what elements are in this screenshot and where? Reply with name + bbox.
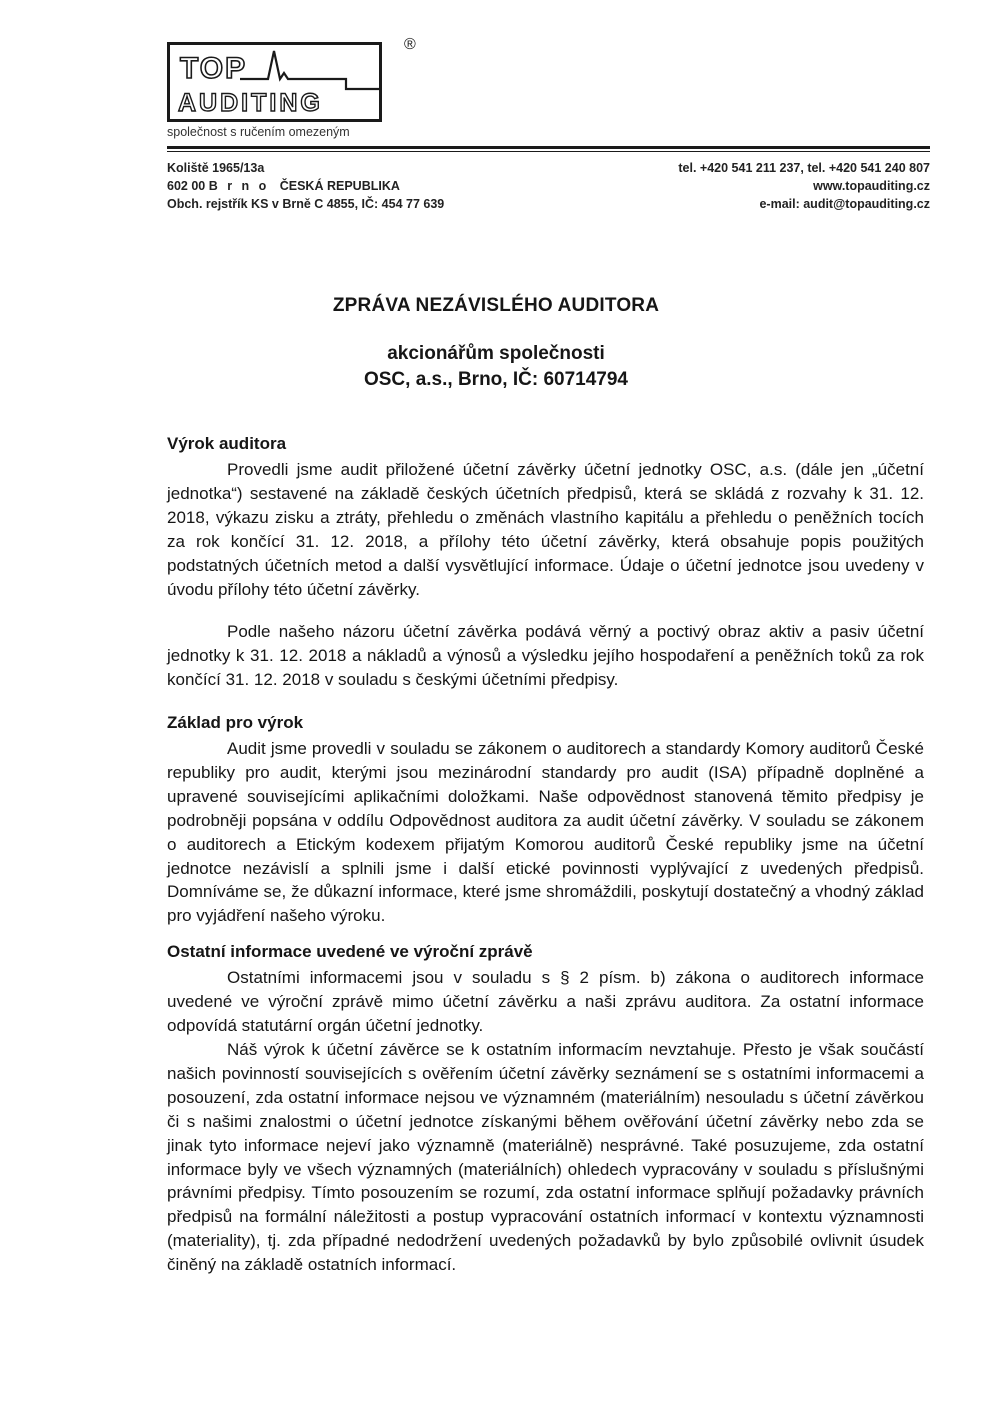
pulse-line-icon [240, 51, 379, 89]
contact-phones: tel. +420 541 211 237, tel. +420 541 240 807 [678, 161, 930, 175]
paragraph-opinion-1-text: Provedli jsme audit přiložené účetní závěrky účetní jednotky OSC, a.s. (dále jen „účetní jednotka“) sestavené na základě českých účetních předpisů, která se skládá z rozvahy k 31. 12. 2018, výkazu zisku a ztráty, přehledu o změnách vlastního kapitálu a přehledu o peněžních tocích za rok končící 31. 12. 2018, a přílohy této účetní závěrky, která obsahuje popis použitých podstatných účetních metod a další vysvětlující informace. Údaje o účetní jednotce jsou uvedeny v úvodu přílohy této účetní závěrky. [167, 460, 924, 599]
logo-graphic [170, 45, 379, 119]
registered-mark: ® [404, 36, 416, 53]
contact-email[interactable]: e-mail: audit@topauditing.cz [759, 197, 930, 211]
paragraph-basis-1 [167, 737, 924, 928]
paragraph-opinion-2 [167, 620, 924, 692]
paragraph-opinion-2-text: Podle našeho názoru účetní závěrka podává věrný a poctivý obraz aktiv a pasiv účetní jednotky k 31. 12. 2018 a nákladů a výnosů a výsledku jejího hospodaření a peněžních toků za rok končící 31. 12. 2018 v souladu s českými účetními předpisy. [167, 622, 924, 689]
company-logo [167, 42, 382, 122]
report-company: OSC, a.s., Brno, IČ: 60714794 [363, 369, 628, 390]
report-recipient: akcionářům společnosti [387, 343, 605, 364]
header-rule [167, 146, 930, 149]
logo-word-top: TOP [180, 52, 248, 85]
address-country: ČESKÁ REPUBLIKA [279, 179, 400, 193]
header-rule-thin [167, 151, 930, 152]
paragraph-other-info-1 [167, 966, 924, 1038]
company-legal-form: společnost s ručením omezeným [167, 125, 350, 139]
address-street: Koliště 1965/13a [167, 161, 265, 175]
section-heading-opinion: Výrok auditora [167, 434, 287, 453]
paragraph-other-info-2 [167, 1038, 924, 1277]
report-title: ZPRÁVA NEZÁVISLÉHO AUDITORA [332, 295, 660, 316]
paragraph-other-info-1-text: Ostatními informacemi jsou v souladu s § 2 písm. b) zákona o auditorech informace uvedené ve výroční zprávě mimo účetní závěrku a naši zprávu auditora. Za ostatní informace odpovídá statutární orgán účetní jednotky. [167, 968, 924, 1035]
address-city-line [167, 177, 444, 195]
paragraph-other-info-2-text: Náš výrok k účetní závěrce se k ostatním informacím nevztahuje. Přesto je však součástí našich povinností souvisejících s ověřením účetní závěrky seznámení se s ostatními informacemi a posouzení, zda ostatní informace nejsou ve významném (materiálním) nesouladu s účetní závěrkou či s našimi znalostmi o účetní jednotce získanými během ověřování účetní závěrky nebo zda se jinak tyto informace nejeví jako významně (materiálně) nesprávné. Také posuzujeme, zda ostatní informace byly ve všech významných (materiálních) ohledech vypracovány v souladu s příslušnými právními předpisy. Tímto posouzením se rozumí, zda ostatní informace splňují požadavky právních předpisů na formální náležitosti a postup vypracování ostatních informací v kontextu významnosti (materiality), tj. zda případné nedodržení uvedených požadavků by bylo způsobilé ovlivnit úsudek činěný na základě ostatních informací. [167, 1040, 924, 1275]
address-city: B r n o [208, 179, 270, 193]
section-heading-other-info: Ostatní informace uvedené ve výroční zprávě [167, 942, 533, 961]
logo-word-bottom: AUDITING [178, 89, 323, 117]
section-heading-basis: Základ pro výrok [167, 713, 304, 732]
company-address [167, 159, 444, 213]
address-postcode: 602 00 [167, 179, 206, 193]
address-registry: Obch. rejstřík KS v Brně C 4855, IČ: 454 77 639 [167, 197, 445, 211]
paragraph-opinion-1 [167, 458, 924, 601]
company-contact [678, 159, 930, 213]
contact-website[interactable]: www.topauditing.cz [813, 179, 930, 193]
paragraph-basis-1-text: Audit jsme provedli v souladu se zákonem o auditorech a standardy Komory auditorů České republiky pro audit, kterými jsou mezinárodní standardy pro audit (ISA) případně doplněné a upravené souvisejícími aplikačními doložkami. Naše odpovědnost stanovená těmito předpisy je podrobněji popsána v oddílu Odpovědnost auditora za audit účetní závěrky. V souladu se zákonem o auditorech a Etickým kodexem přijatým Komorou auditorů České republiky jsme na účetní jednotce nezávislí a splnili jsme i další etické povinnosti vyplývající z uvedených předpisů. Domníváme se, že důkazní informace, které jsme shromáždili, poskytují dostatečný a vhodný základ pro vyjádření našeho výroku. [167, 739, 924, 926]
